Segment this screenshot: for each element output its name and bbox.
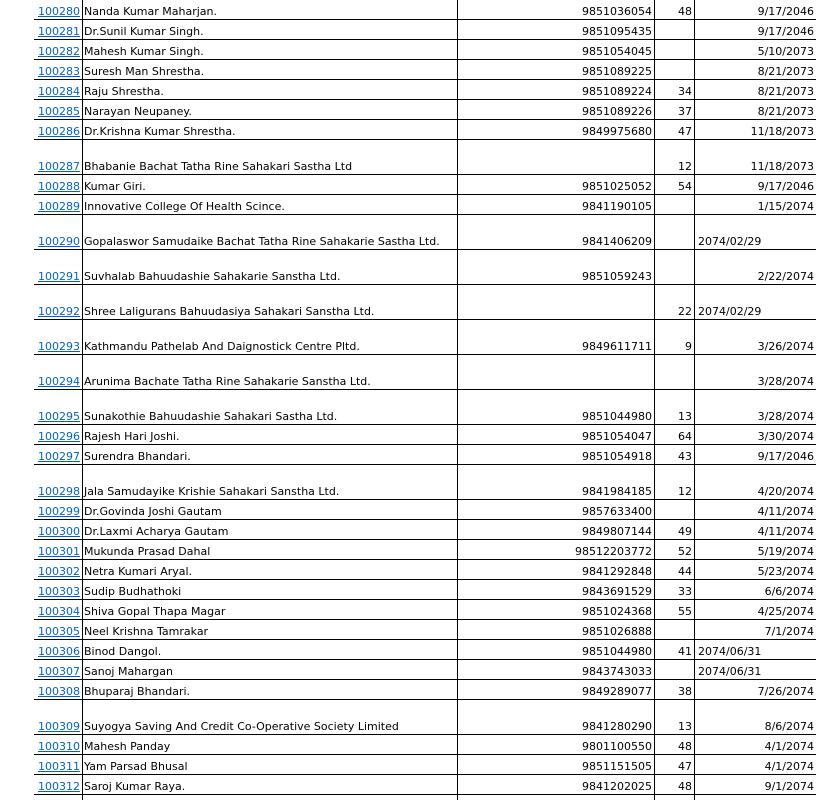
date-cell: 8/21/2073	[757, 85, 814, 98]
date-cell: 3/28/2074	[757, 410, 814, 423]
row-divider	[34, 794, 816, 795]
record-id-link[interactable]: 100303	[38, 585, 80, 598]
phone-cell: 9841202025	[582, 780, 652, 793]
phone-cell: 9801100550	[582, 740, 652, 753]
date-cell: 3/28/2074	[757, 375, 814, 388]
phone-cell: 9843743033	[582, 665, 652, 678]
date-cell: 9/17/2046	[757, 180, 814, 193]
name-cell: Mahesh Kumar Singh.	[84, 45, 204, 58]
date-cell: 5/23/2074	[757, 565, 814, 578]
name-cell: Surendra Bhandari.	[84, 450, 191, 463]
name-cell: Saroj Kumar Raya.	[84, 780, 186, 793]
date-cell: 4/20/2074	[757, 485, 814, 498]
number-cell: 55	[678, 605, 692, 618]
name-cell: Yam Parsad Bhusal	[84, 760, 188, 773]
phone-cell: 9851151505	[582, 760, 652, 773]
date-cell: 7/1/2074	[764, 625, 814, 638]
name-cell: Gopalaswor Samudaike Bachat Tatha Rine Sahakarie Sastha Ltd.	[84, 235, 440, 248]
date-cell: 2074/06/31	[698, 645, 762, 658]
date-cell: 4/1/2074	[764, 760, 814, 773]
name-cell: Neel Krishna Tamrakar	[84, 625, 209, 638]
date-cell: 5/19/2074	[757, 545, 814, 558]
record-id-link[interactable]: 100280	[38, 5, 80, 18]
record-id-link[interactable]: 100312	[38, 780, 80, 793]
phone-cell: 9851089226	[582, 105, 652, 118]
number-cell: 48	[678, 780, 692, 793]
number-cell: 41	[678, 645, 692, 658]
name-cell: Raju Shrestha.	[84, 85, 164, 98]
record-id-link[interactable]: 100311	[38, 760, 80, 773]
name-cell: Bhuparaj Bhandari.	[84, 685, 191, 698]
name-cell: Dr.Laxmi Acharya Gautam	[84, 525, 229, 538]
date-cell: 4/11/2074	[757, 505, 814, 518]
phone-cell: 9851059243	[582, 270, 652, 283]
number-cell: 13	[678, 410, 692, 423]
record-id-link[interactable]: 100297	[38, 450, 80, 463]
number-cell: 49	[678, 525, 692, 538]
name-cell: Kathmandu Pathelab And Daignostick Centre Pltd.	[84, 340, 360, 353]
name-cell: Nanda Kumar Maharjan.	[84, 5, 218, 18]
phone-cell: 9841406209	[582, 235, 652, 248]
name-cell: Dr.Govinda Joshi Gautam	[84, 505, 222, 518]
phone-cell: 9841190105	[582, 200, 652, 213]
record-id-link[interactable]: 100300	[38, 525, 80, 538]
name-cell: Suyogya Saving And Credit Co-Operative Society Limited	[84, 720, 399, 733]
name-cell: Shree Laligurans Bahuudasiya Sahakari Sanstha Ltd.	[84, 305, 375, 318]
number-cell: 47	[678, 125, 692, 138]
phone-cell: 9851025052	[582, 180, 652, 193]
number-cell: 22	[678, 305, 692, 318]
name-cell: Mahesh Panday	[84, 740, 171, 753]
number-cell: 34	[678, 85, 692, 98]
record-id-link[interactable]: 100284	[38, 85, 80, 98]
phone-cell: 9849289077	[582, 685, 652, 698]
record-id-link[interactable]: 100301	[38, 545, 80, 558]
name-cell: Suvhalab Bahuudashie Sahakarie Sanstha Ltd.	[84, 270, 341, 283]
number-cell: 64	[678, 430, 692, 443]
number-cell: 52	[678, 545, 692, 558]
name-cell: Netra Kumari Aryal.	[84, 565, 193, 578]
name-cell: Mukunda Prasad Dahal	[84, 545, 211, 558]
record-id-link[interactable]: 100308	[38, 685, 80, 698]
number-cell: 12	[678, 485, 692, 498]
date-cell: 8/21/2073	[757, 65, 814, 78]
date-cell: 9/1/2074	[764, 780, 814, 793]
number-cell: 47	[678, 760, 692, 773]
phone-cell: 9851054047	[582, 430, 652, 443]
record-id-link[interactable]: 100292	[38, 305, 80, 318]
record-id-link[interactable]: 100290	[38, 235, 80, 248]
record-id-link[interactable]: 100285	[38, 105, 80, 118]
record-id-link[interactable]: 100307	[38, 665, 80, 678]
name-cell: Jala Samudayike Krishie Sahakari Sanstha Ltd.	[84, 485, 340, 498]
record-id-link[interactable]: 100287	[38, 160, 80, 173]
name-cell: Innovative College Of Health Scince.	[84, 200, 285, 213]
record-id-link[interactable]: 100281	[38, 25, 80, 38]
record-id-link[interactable]: 100286	[38, 125, 80, 138]
date-cell: 7/26/2074	[757, 685, 814, 698]
number-cell: 44	[678, 565, 692, 578]
date-cell: 4/11/2074	[757, 525, 814, 538]
phone-cell: 9851089224	[582, 85, 652, 98]
record-id-link[interactable]: 100289	[38, 200, 80, 213]
record-id-link[interactable]: 100298	[38, 485, 80, 498]
record-id-link[interactable]: 100306	[38, 645, 80, 658]
date-cell: 11/18/2073	[750, 160, 814, 173]
name-cell: Kumar Giri.	[84, 180, 146, 193]
record-id-link[interactable]: 100309	[38, 720, 80, 733]
date-cell: 2074/02/29	[698, 305, 762, 318]
record-id-link[interactable]: 100295	[38, 410, 80, 423]
record-id-link[interactable]: 100288	[38, 180, 80, 193]
date-cell: 3/30/2074	[757, 430, 814, 443]
phone-cell: 9857633400	[582, 505, 652, 518]
name-cell: Shiva Gopal Thapa Magar	[84, 605, 226, 618]
number-cell: 13	[678, 720, 692, 733]
phone-cell: 9851044980	[582, 410, 652, 423]
record-id-link[interactable]: 100294	[38, 375, 80, 388]
date-cell: 2074/02/29	[698, 235, 762, 248]
date-cell: 3/26/2074	[757, 340, 814, 353]
date-cell: 8/6/2074	[764, 720, 814, 733]
record-id-link[interactable]: 100282	[38, 45, 80, 58]
date-cell: 9/17/2046	[757, 25, 814, 38]
record-id-link[interactable]: 100304	[38, 605, 80, 618]
number-cell: 12	[678, 160, 692, 173]
name-cell: Binod Dangol.	[84, 645, 162, 658]
record-id-link[interactable]: 100305	[38, 625, 80, 638]
phone-cell: 9851054918	[582, 450, 652, 463]
date-cell: 9/17/2046	[757, 5, 814, 18]
record-id-link[interactable]: 100310	[38, 740, 80, 753]
name-cell: Bhabanie Bachat Tatha Rine Sahakari Sastha Ltd	[84, 160, 353, 173]
number-cell: 9	[685, 340, 692, 353]
name-cell: Suresh Man Shrestha.	[84, 65, 205, 78]
date-cell: 11/18/2073	[750, 125, 814, 138]
phone-cell: 9841292848	[582, 565, 652, 578]
number-cell: 48	[678, 740, 692, 753]
phone-cell: 9841984185	[582, 485, 652, 498]
record-id-link[interactable]: 100291	[38, 270, 80, 283]
phone-cell: 9851036054	[582, 5, 652, 18]
name-cell: Narayan Neupaney.	[84, 105, 192, 118]
date-cell: 9/17/2046	[757, 450, 814, 463]
name-cell: Rajesh Hari Joshi.	[84, 430, 180, 443]
record-id-link[interactable]: 100299	[38, 505, 80, 518]
phone-cell: 9851095435	[582, 25, 652, 38]
phone-cell: 9841280290	[582, 720, 652, 733]
number-cell: 43	[678, 450, 692, 463]
record-id-link[interactable]: 100293	[38, 340, 80, 353]
phone-cell: 9851026888	[582, 625, 652, 638]
number-cell: 38	[678, 685, 692, 698]
phone-cell: 9849611711	[582, 340, 652, 353]
name-cell: Sunakothie Bahuudashie Sahakari Sastha Ltd.	[84, 410, 338, 423]
name-cell: Dr.Krishna Kumar Shrestha.	[84, 125, 236, 138]
phone-cell: 9851089225	[582, 65, 652, 78]
name-cell: Sanoj Mahargan	[84, 665, 173, 678]
record-id-link[interactable]: 100302	[38, 565, 80, 578]
number-cell: 37	[678, 105, 692, 118]
name-cell: Dr.Sunil Kumar Singh.	[84, 25, 204, 38]
date-cell: 4/1/2074	[764, 740, 814, 753]
phone-cell: 9843691529	[582, 585, 652, 598]
name-cell: Sudip Budhathoki	[84, 585, 182, 598]
phone-cell: 98512203772	[575, 545, 652, 558]
phone-cell: 9851044980	[582, 645, 652, 658]
number-cell: 33	[678, 585, 692, 598]
phone-cell: 9849807144	[582, 525, 652, 538]
record-id-link[interactable]: 100283	[38, 65, 80, 78]
number-cell: 54	[678, 180, 692, 193]
date-cell: 6/6/2074	[764, 585, 814, 598]
date-cell: 1/15/2074	[757, 200, 814, 213]
name-cell: Arunima Bachate Tatha Rine Sahakarie Sanstha Ltd.	[84, 375, 371, 388]
record-id-link[interactable]: 100296	[38, 430, 80, 443]
date-cell: 4/25/2074	[757, 605, 814, 618]
phone-cell: 9851054045	[582, 45, 652, 58]
number-cell: 48	[678, 5, 692, 18]
phone-cell: 9849975680	[582, 125, 652, 138]
date-cell: 2/22/2074	[757, 270, 814, 283]
date-cell: 8/21/2073	[757, 105, 814, 118]
phone-cell: 9851024368	[582, 605, 652, 618]
date-cell: 2074/06/31	[698, 665, 762, 678]
date-cell: 5/10/2073	[757, 45, 814, 58]
